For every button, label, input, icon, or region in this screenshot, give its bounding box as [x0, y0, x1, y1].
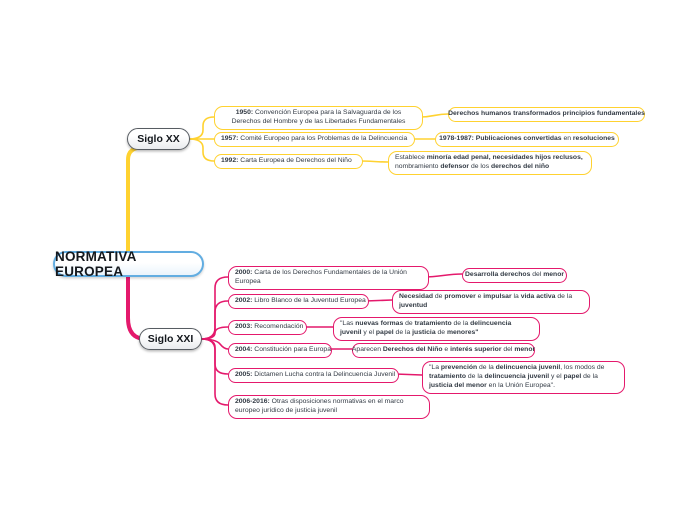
- node-siglo-xx[interactable]: [127, 128, 190, 150]
- note-nuevas-formas[interactable]: [333, 317, 540, 341]
- item-2004[interactable]: [228, 343, 332, 358]
- item-2000[interactable]: [228, 266, 429, 290]
- node-siglo-xx-label: Siglo XX: [137, 133, 180, 145]
- item-1957[interactable]: [214, 132, 415, 147]
- note-derechos-humanos-text: Derechos humanos transformados principios fundamentales: [448, 110, 645, 117]
- item-2004-text: 2004: Constitución para Europa: [235, 346, 331, 353]
- item-2000-text: 2000: Carta de los Derechos Fundamentales de la Unión Europea: [235, 269, 407, 285]
- note-necesidad-promover-text: Necesidad de promover e impulsar la vida activa de la juventud: [399, 293, 573, 309]
- root-node-label: NORMATIVA EUROPEA: [55, 249, 137, 279]
- item-2006-2016-text: 2006-2016: Otras disposiciones normativas en el marco europeo jurídico de justicia juvenil: [235, 398, 404, 414]
- item-1950[interactable]: [214, 106, 423, 130]
- item-1957-text: 1957: Comité Europeo para los Problemas de la Delincuencia: [221, 135, 408, 143]
- item-1992-text: 1992: Carta Europea de Derechos del Niño: [221, 157, 352, 165]
- note-la-prevencion[interactable]: [422, 361, 625, 394]
- node-siglo-xxi[interactable]: [139, 328, 202, 350]
- note-desarrolla-derechos-text: Desarrolla derechos del menor: [465, 271, 564, 278]
- item-2003-text: 2003: Recomendación: [235, 323, 304, 330]
- note-necesidad-promover[interactable]: [392, 290, 590, 314]
- item-2005-text: 2005: Dictamen Lucha contra la Delincuencia Juvenil: [235, 371, 396, 378]
- note-1978-1987[interactable]: [435, 132, 619, 147]
- note-desarrolla-derechos[interactable]: [462, 268, 567, 283]
- node-siglo-xxi-label: Siglo XXI: [147, 333, 194, 345]
- item-2005[interactable]: [228, 368, 399, 383]
- item-1992[interactable]: [214, 154, 363, 169]
- note-derechos-humanos[interactable]: [448, 107, 645, 122]
- note-nuevas-formas-text: "Las nuevas formas de tratamiento de la delincuencia juvenil y el papel de la justicia de menores": [340, 320, 512, 336]
- note-1978-1987-text: 1978-1987: Publicaciones convertidas en resoluciones: [439, 135, 615, 142]
- note-establece-minoria[interactable]: [388, 151, 592, 175]
- item-2002[interactable]: [228, 294, 369, 309]
- note-aparecen-derechos[interactable]: [352, 343, 535, 358]
- note-establece-minoria-text: Establece minoría edad penal, necesidades hijos reclusos, nombramiento defensor de los derechos del niño: [395, 154, 583, 170]
- root-node-normativa-europea[interactable]: [53, 251, 204, 277]
- item-2002-text: 2002: Libro Blanco de la Juventud Europea: [235, 297, 366, 304]
- item-2003[interactable]: [228, 320, 307, 335]
- item-2006-2016[interactable]: [228, 395, 430, 419]
- note-la-prevencion-text: "La prevención de la delincuencia juvenil, los modos de tratamiento de la delincuencia juvenil y el papel de la justicia del menor en la Unión Europea".: [429, 364, 605, 389]
- note-aparecen-derechos-text: Aparecen Derechos del Niño e interés superior del menor: [351, 346, 536, 353]
- item-1950-text: 1950: Convención Europea para la Salvaguarda de los Derechos del Hombre y de las Libertades Fundamentales: [231, 109, 406, 125]
